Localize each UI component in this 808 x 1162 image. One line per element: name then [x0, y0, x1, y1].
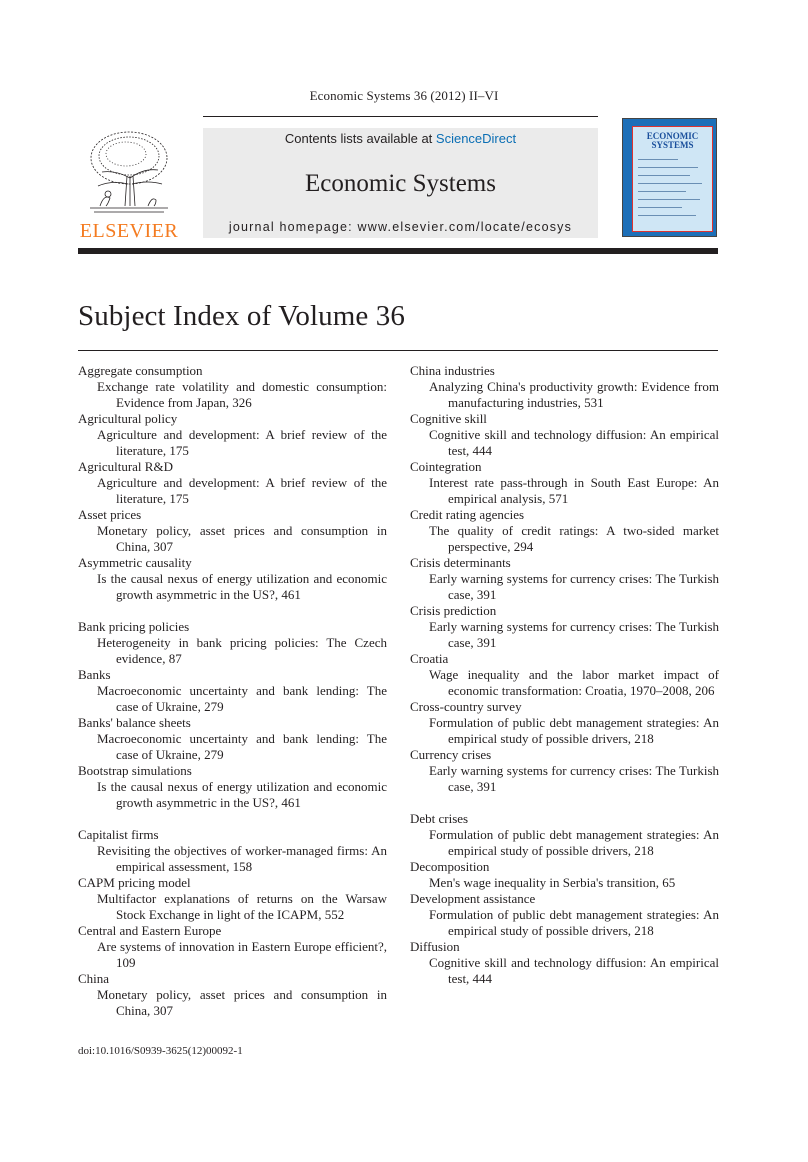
index-entry: Agriculture and development: A brief review of the literature, 175 — [97, 475, 387, 506]
running-head-citation: Economic Systems 36 (2012) II–VI — [309, 88, 499, 103]
index-term: Asymmetric causality — [78, 555, 192, 570]
index-term: Credit rating agencies — [410, 507, 525, 522]
letter-group-gap — [78, 603, 387, 619]
letter-group-gap — [410, 795, 719, 811]
index-entry: Multifactor explanations of returns on the Warsaw Stock Exchange in light of the ICAPM, 552 — [97, 891, 387, 922]
index-entry: Early warning systems for currency crises: The Turkish case, 391 — [429, 763, 719, 794]
index-entry: Monetary policy, asset prices and consumption in China, 307 — [97, 523, 387, 554]
journal-title: Economic Systems — [305, 170, 496, 197]
contents-prefix: Contents lists available at — [284, 131, 436, 146]
elsevier-logo — [78, 128, 180, 240]
index-entry: Macroeconomic uncertainty and bank lending: The case of Ukraine, 279 — [97, 683, 387, 714]
index-term: Asset prices — [78, 507, 142, 522]
index-entry: Wage inequality and the labor market impact of economic transformation: Croatia, 1970–2008, 206 — [429, 667, 719, 698]
index-term: Cointegration — [410, 459, 482, 474]
index-column-right — [410, 363, 719, 987]
index-term: Banks' balance sheets — [78, 715, 191, 730]
index-term: Banks — [78, 667, 111, 682]
index-column-left — [78, 363, 387, 1019]
index-entry: Cognitive skill and technology diffusion: An empirical test, 444 — [429, 955, 719, 986]
contents-line — [203, 131, 598, 146]
index-term: Debt crises — [410, 811, 469, 826]
index-term: Decomposition — [410, 859, 490, 874]
cover-text-line — [638, 191, 686, 192]
journal-banner — [203, 128, 598, 238]
index-entry: Formulation of public debt management strategies: An empirical study of possible drivers, 218 — [429, 827, 719, 858]
index-term: Diffusion — [410, 939, 460, 954]
index-term: Cognitive skill — [410, 411, 487, 426]
cover-text-line — [638, 175, 690, 176]
index-entry: Exchange rate volatility and domestic consumption: Evidence from Japan, 326 — [97, 379, 387, 410]
elsevier-wordmark: ELSEVIER — [79, 220, 179, 242]
index-term: CAPM pricing model — [78, 875, 191, 890]
cover-text-line — [638, 183, 702, 184]
title-rule — [78, 350, 718, 351]
index-entry: Monetary policy, asset prices and consumption in China, 307 — [97, 987, 387, 1018]
index-entry: Analyzing China's productivity growth: Evidence from manufacturing industries, 531 — [429, 379, 719, 410]
elsevier-tree-icon — [86, 128, 172, 216]
index-entry: Formulation of public debt management strategies: An empirical study of possible drivers, 218 — [429, 715, 719, 746]
index-term: Agricultural R&D — [78, 459, 173, 474]
index-entry: Heterogeneity in bank pricing policies: The Czech evidence, 87 — [97, 635, 387, 666]
index-term: Bootstrap simulations — [78, 763, 192, 778]
index-term: Croatia — [410, 651, 449, 666]
index-term: Bank pricing policies — [78, 619, 190, 634]
index-entry: Revisiting the objectives of worker-managed firms: An empirical assessment, 158 — [97, 843, 387, 874]
cover-inner — [632, 126, 713, 232]
index-entry: Early warning systems for currency crises: The Turkish case, 391 — [429, 571, 719, 602]
index-entry: Interest rate pass-through in South East Europe: An empirical analysis, 571 — [429, 475, 719, 506]
index-term: Agricultural policy — [78, 411, 178, 426]
index-entry: Formulation of public debt management strategies: An empirical study of possible drivers, 218 — [429, 907, 719, 938]
index-entry: Cognitive skill and technology diffusion: An empirical test, 444 — [429, 427, 719, 458]
index-entry: Agriculture and development: A brief review of the literature, 175 — [97, 427, 387, 458]
index-term: Cross-country survey — [410, 699, 522, 714]
index-term: Crisis determinants — [410, 555, 511, 570]
letter-group-gap — [78, 811, 387, 827]
index-term: China industries — [410, 363, 495, 378]
index-entry: Is the causal nexus of energy utilization and economic growth asymmetric in the US?, 461 — [97, 779, 387, 810]
cover-title: ECONOMIC SYSTEMS — [646, 131, 699, 150]
index-term: Development assistance — [410, 891, 536, 906]
index-term: Capitalist firms — [78, 827, 159, 842]
index-term: Central and Eastern Europe — [78, 923, 222, 938]
journal-homepage[interactable]: journal homepage: www.elsevier.com/locate/ecosys — [228, 220, 573, 234]
cover-text-line — [638, 167, 698, 168]
cover-text-line — [638, 199, 700, 200]
header-rule — [203, 116, 598, 117]
index-term: Aggregate consumption — [78, 363, 203, 378]
journal-cover-thumbnail — [622, 118, 717, 237]
index-term: Crisis prediction — [410, 603, 497, 618]
cover-text-line — [638, 159, 678, 160]
masthead-rule — [78, 248, 718, 254]
index-term: China — [78, 971, 110, 986]
cover-text-line — [638, 215, 696, 216]
index-entry: Early warning systems for currency crises: The Turkish case, 391 — [429, 619, 719, 650]
index-entry: Are systems of innovation in Eastern Europe efficient?, 109 — [97, 939, 387, 970]
cover-text-line — [638, 207, 682, 208]
page-title: Subject Index of Volume 36 — [78, 300, 405, 332]
doi[interactable]: doi:10.1016/S0939-3625(12)00092-1 — [78, 1045, 243, 1057]
index-entry: The quality of credit ratings: A two-sided market perspective, 294 — [429, 523, 719, 554]
index-entry: Macroeconomic uncertainty and bank lending: The case of Ukraine, 279 — [97, 731, 387, 762]
index-term: Currency crises — [410, 747, 492, 762]
sciencedirect-link[interactable]: ScienceDirect — [435, 131, 517, 146]
index-entry: Men's wage inequality in Serbia's transition, 65 — [429, 875, 676, 890]
index-entry: Is the causal nexus of energy utilization and economic growth asymmetric in the US?, 461 — [97, 571, 387, 602]
